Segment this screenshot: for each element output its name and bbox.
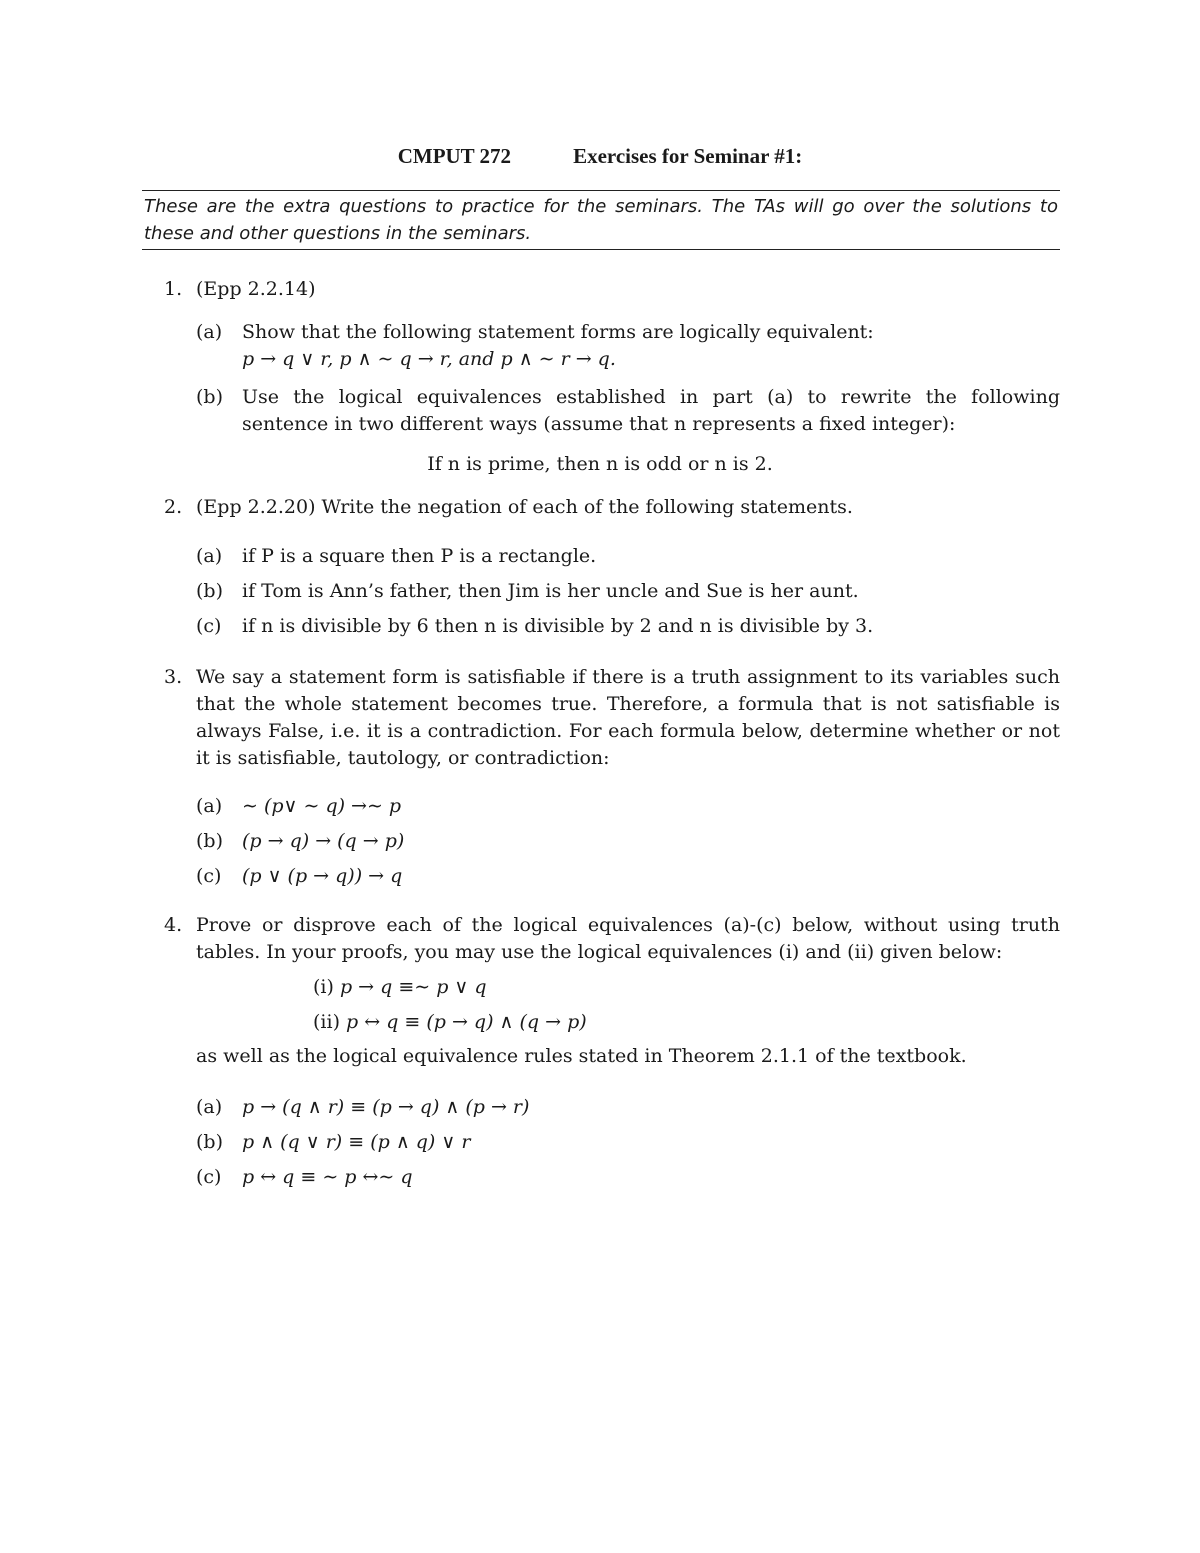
question-text: (Epp 2.2.20) Write the negation of each of the following statements. (196, 496, 853, 518)
question-text: We say a statement form is satisfiable if there is a truth assignment to its variables such that the whole statement becomes true. Therefore, a formula that is not satisfiable is always False, i.e. it is a contradiction. For each formula below, determine whether or not it is satisfiable, tautology, or contradiction: (196, 666, 1060, 769)
part-formula: (p ∨ (p → q)) → q (242, 865, 403, 887)
part-label: (c) (196, 865, 222, 887)
part-text: if P is a square then P is a rectangle. (242, 545, 597, 567)
part-text: if Tom is Ann’s father, then Jim is her uncle and Sue is her aunt. (242, 580, 859, 602)
seminar-title: Exercises for Seminar #1: (573, 144, 803, 168)
q4-after-text: as well as the logical equivalence rules stated in Theorem 2.1.1 of the textbook. (196, 1045, 967, 1067)
part-label: (b) (196, 830, 223, 852)
equivalence-ii (313, 1009, 587, 1036)
course-code: CMPUT 272 (397, 144, 512, 168)
part-label: (b) (196, 386, 223, 408)
part-formula: ∼ (p∨ ∼ q) →∼ p (242, 795, 402, 817)
question-text: (Epp 2.2.14) (196, 278, 316, 300)
question-number: 4. (164, 914, 183, 936)
bottom-rule (142, 249, 1060, 250)
part-formula: p ∧ (q ∨ r) ≡ (p ∧ q) ∨ r (242, 1131, 471, 1153)
part-a-statement: Show that the following statement forms are logically equivalent: (242, 321, 874, 343)
page-title (0, 141, 1200, 171)
part-text: if n is divisible by 6 then n is divisible by 2 and n is divisible by 3. (242, 615, 874, 637)
part-label: (b) (196, 580, 223, 602)
equivalence-i (313, 974, 487, 1001)
part-label: (a) (196, 1096, 223, 1118)
equivalence-formula: p ↔ q ≡ (p → q) ∧ (q → p) (346, 1011, 587, 1033)
part-label: (a) (196, 321, 223, 343)
part-formula: p ↔ q ≡ ∼ p ↔∼ q (242, 1166, 413, 1188)
question-number: 3. (164, 666, 183, 688)
part-formula: p → (q ∧ r) ≡ (p → q) ∧ (p → r) (242, 1096, 530, 1118)
q1-sentence: If n is prime, then n is odd or n is 2. (427, 453, 773, 475)
part-label: (a) (196, 545, 223, 567)
part-a-formula: p → q ∨ r, p ∧ ∼ q → r, and p ∧ ∼ r → q. (242, 348, 616, 370)
part-label: (c) (196, 615, 222, 637)
part-text (242, 319, 1060, 373)
question-number: 1. (164, 278, 183, 300)
intro-text: These are the extra questions to practice for the seminars. The TAs will go over the solutions to these and other questions in the seminars. (144, 196, 1058, 244)
part-text: Use the logical equivalences established in part (a) to rewrite the following sentence in two different ways (assume that n represents a fixed integer): (242, 386, 1060, 435)
part-label: (c) (196, 1166, 222, 1188)
part-label: (b) (196, 1131, 223, 1153)
part-label: (a) (196, 795, 223, 817)
part-formula: (p → q) → (q → p) (242, 830, 405, 852)
equivalence-label: (ii) (313, 1011, 340, 1033)
question-text: Prove or disprove each of the logical equivalences (a)-(c) below, without using truth tables. In your proofs, you may use the logical equivalences (i) and (ii) given below: (196, 914, 1060, 963)
equivalence-formula: p → q ≡∼ p ∨ q (339, 976, 487, 998)
equivalence-label: (i) (313, 976, 334, 998)
question-number: 2. (164, 496, 183, 518)
top-rule (142, 190, 1060, 191)
